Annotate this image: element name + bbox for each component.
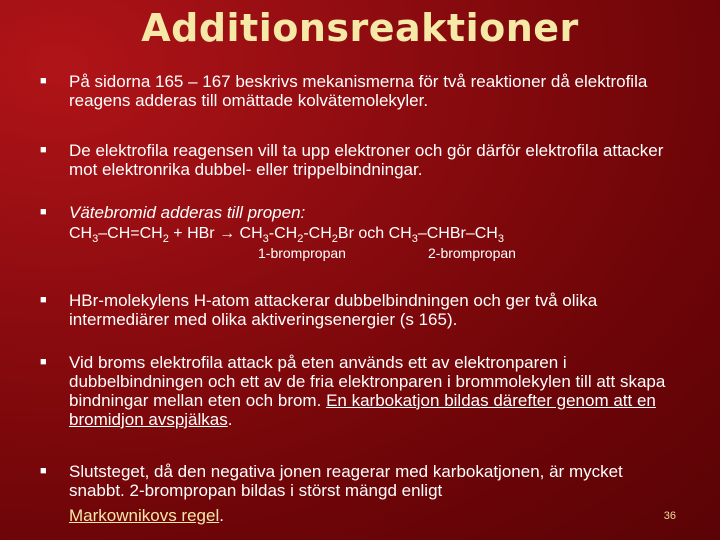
reaction-arrow-icon: → xyxy=(219,225,236,242)
bullet-text-5 xyxy=(69,353,689,429)
bullet-text-5-end: . xyxy=(227,410,233,429)
reactant-propene: $CH_3-CH=CH_2$ xyxy=(69,225,169,246)
bullet-text-6-main: Slutsteget, då den negativa jonen reagerar med karbokatjonen, är mycket snabbt. 2-brompropan bildas i störst mängd enligt xyxy=(69,462,623,500)
label-2-brompropan: 2-brompropan xyxy=(428,245,516,261)
product-2-brompropan: $CH_3-CHBr-CH_3$ xyxy=(388,225,504,246)
slide-title: Additionsreaktioner xyxy=(141,6,579,50)
bullet-heading-3: Vätebromid adderas till propen: xyxy=(69,203,306,222)
bullet-icon xyxy=(40,465,54,477)
label-1-brompropan: 1-brompropan xyxy=(258,245,346,261)
bullet-text-5-underlined: En karbokatjon bildas därefter genom att en bromidjon avspjälkas xyxy=(69,391,656,429)
reactant-hbr: + HBr xyxy=(173,225,215,242)
och-word: och xyxy=(358,225,385,242)
bullet-icon xyxy=(40,144,54,156)
bullet-text-2: De elektrofila reagensen vill ta upp elektroner och gör därför elektrofila attacker mot elektronrika dubbel- eller trippelbindningar. xyxy=(69,141,664,179)
page-number: 36 xyxy=(663,510,676,522)
bullet-icon xyxy=(40,294,54,306)
bullet-icon xyxy=(40,356,54,368)
bullet-text-5-main: Vid broms elektrofila attack på eten används ett av elektronparen i dubbelbindningen och ett av de fria elektronparen i brommolekylen till att skapa bindningar mellan eten och brom. xyxy=(69,353,666,410)
product-1-brompropan: $CH_3-CH_2-CH_2Br$ xyxy=(239,225,354,246)
bullet-text-6 xyxy=(69,462,669,525)
bullet-text-1: På sidorna 165 – 167 beskrivs mekanismerna för två reaktioner då elektrofila reagens adderas till omättade kolvätemolekyler. xyxy=(69,72,648,110)
bullet-icon xyxy=(40,206,54,218)
bullet-text-4: HBr-molekylens H-atom attackerar dubbelbindningen och ger två olika intermediärer med olika aktiveringsenergier (s 165). xyxy=(69,291,598,329)
bullet-text-6-end: . xyxy=(219,506,224,525)
markownikov-link[interactable]: Markownikovs regel xyxy=(69,506,220,525)
bullet-icon xyxy=(40,75,54,87)
